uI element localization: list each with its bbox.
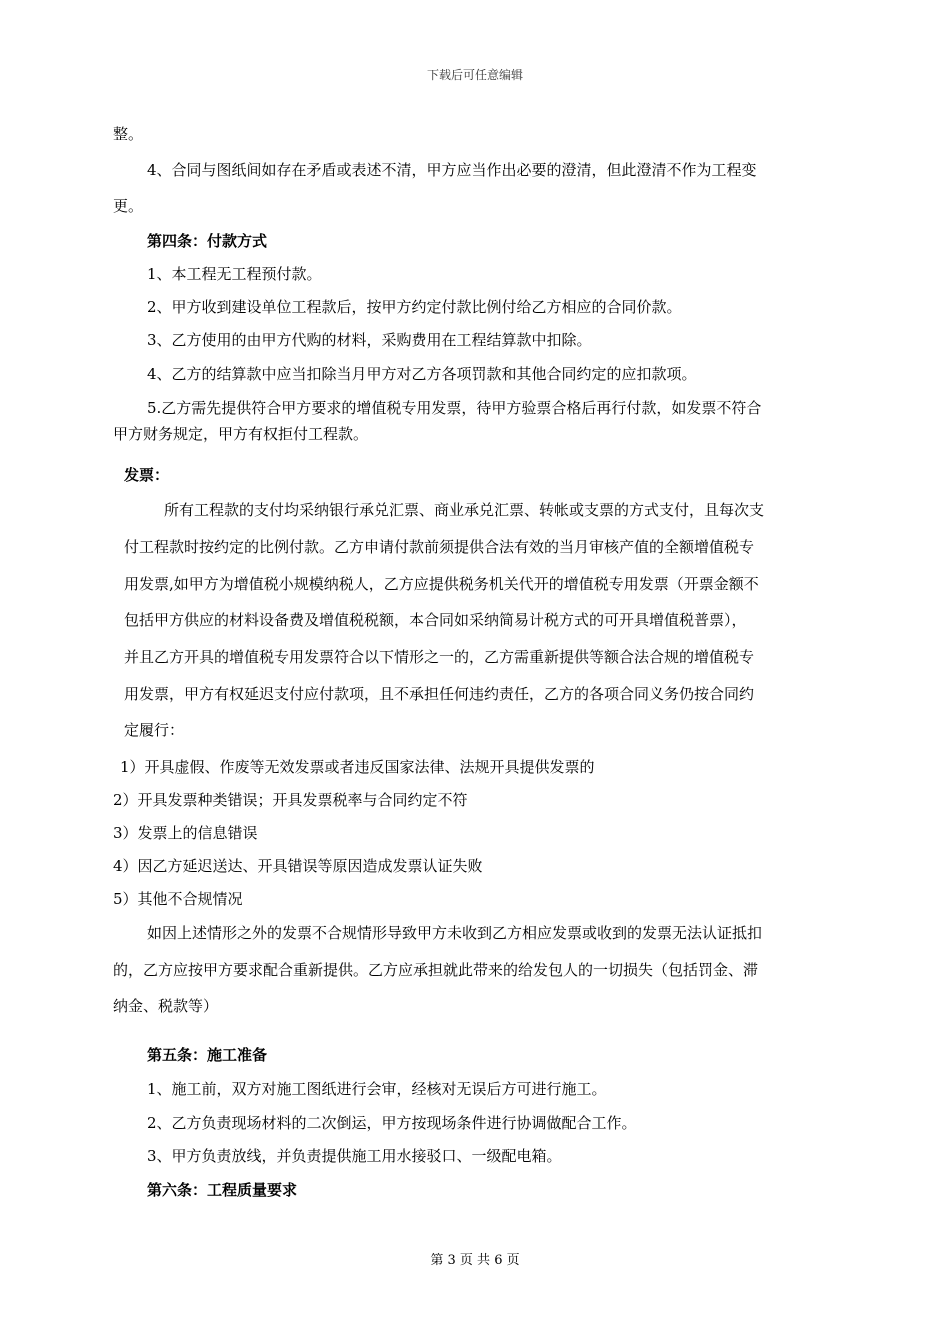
section-heading: 第四条：付款方式 xyxy=(147,232,268,250)
body-line: 3、乙方使用的由甲方代购的材料，采购费用在工程结算款中扣除。 xyxy=(147,331,592,349)
body-line: 1、本工程无工程预付款。 xyxy=(147,265,322,283)
section-heading: 第五条：施工准备 xyxy=(147,1046,268,1064)
body-line: 所有工程款的支付均采纳银行承兑汇票、商业承兑汇票、转帐或支票的方式支付，且每次支 xyxy=(164,501,765,519)
page-footer: 第 3 页 共 6 页 xyxy=(430,1253,520,1268)
body-line: 3、甲方负责放线，并负责提供施工用水接驳口、一级配电箱。 xyxy=(147,1147,562,1165)
body-line: 4、合同与图纸间如存在矛盾或表述不清，甲方应当作出必要的澄清，但此澄清不作为工程变 xyxy=(147,161,757,179)
body-line: 整。 xyxy=(113,125,144,143)
section-heading: 发票： xyxy=(124,466,170,484)
body-line: 4、乙方的结算款中应当扣除当月甲方对乙方各项罚款和其他合同约定的应扣款项。 xyxy=(147,365,697,383)
body-line: 付工程款时按约定的比例付款。乙方申请付款前须提供合法有效的当月审核产值的全额增值税专 xyxy=(124,538,755,556)
list-item: 4）因乙方延迟送达、开具错误等原因造成发票认证失败 xyxy=(113,857,483,875)
body-line: 甲方财务规定，甲方有权拒付工程款。 xyxy=(113,425,369,443)
body-line: 1、施工前，双方对施工图纸进行会审，经核对无误后方可进行施工。 xyxy=(147,1080,607,1098)
list-item: 3）发票上的信息错误 xyxy=(113,824,258,842)
body-line: 如因上述情形之外的发票不合规情形导致甲方未收到乙方相应发票或收到的发票无法认证抵扣 xyxy=(147,924,763,942)
list-item: 2）开具发票种类错误；开具发票税率与合同约定不符 xyxy=(113,791,468,809)
body-line: 并且乙方开具的增值税专用发票符合以下情形之一的，乙方需重新提供等额合法合规的增值税专 xyxy=(124,648,755,666)
body-line: 2、甲方收到建设单位工程款后，按甲方约定付款比例付给乙方相应的合同价款。 xyxy=(147,298,682,316)
body-line: 更。 xyxy=(113,197,144,215)
body-line: 用发票，甲方有权延迟支付应付款项，且不承担任何违约责任，乙方的各项合同义务仍按合同约 xyxy=(124,685,755,703)
body-line: 2、乙方负责现场材料的二次倒运，甲方按现场条件进行协调做配合工作。 xyxy=(147,1114,637,1132)
body-line: 5.乙方需先提供符合甲方要求的增值税专用发票，待甲方验票合格后再行付款，如发票不符合 xyxy=(147,399,762,417)
list-item: 5）其他不合规情况 xyxy=(113,890,243,908)
section-heading: 第六条：工程质量要求 xyxy=(147,1181,298,1199)
body-line: 纳金、税款等） xyxy=(113,997,219,1015)
body-line: 用发票,如甲方为增值税小规模纳税人，乙方应提供税务机关代开的增值税专用发票（开票金额不 xyxy=(124,575,759,593)
page-header: 下载后可任意编辑 xyxy=(426,68,523,82)
body-line: 定履行： xyxy=(124,721,185,739)
body-line: 包括甲方供应的材料设备费及增值税税额，本合同如采纳简易计税方式的可开具增值税普票）， xyxy=(124,611,747,629)
list-item: 1）开具虚假、作废等无效发票或者违反国家法律、法规开具提供发票的 xyxy=(120,758,595,776)
body-line: 的，乙方应按甲方要求配合重新提供。乙方应承担就此带来的给发包人的一切损失（包括罚金、滞 xyxy=(113,961,759,979)
